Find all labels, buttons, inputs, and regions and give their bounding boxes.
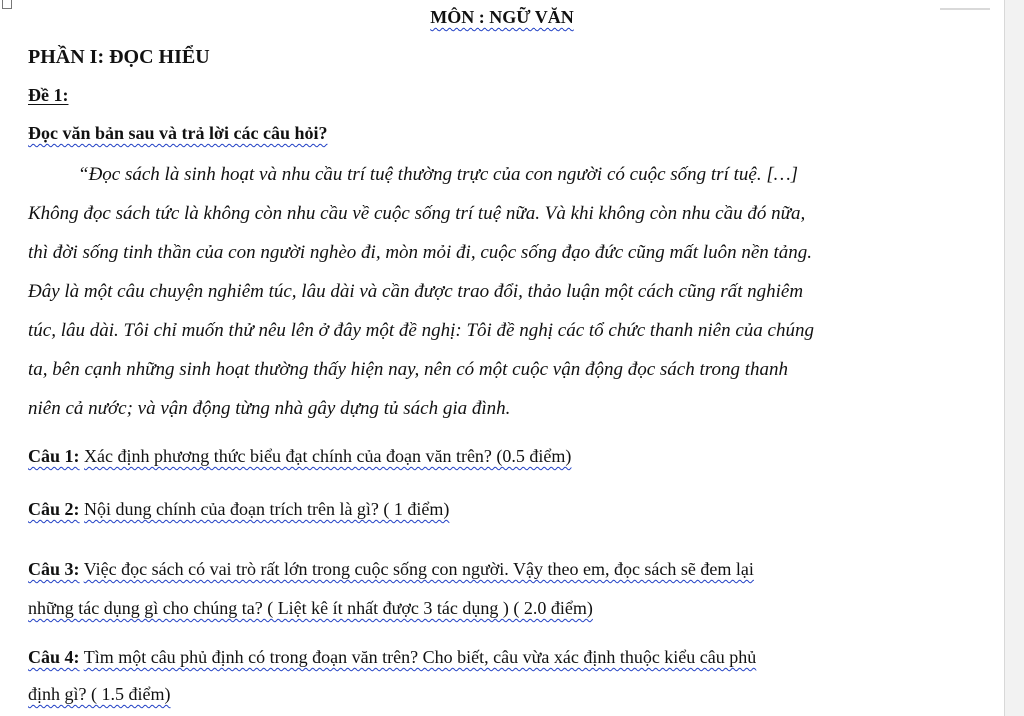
question-4-continuation <box>28 675 170 714</box>
part-title: PHẦN I: ĐỌC HIỂU <box>28 46 210 68</box>
passage-line: Đây là một câu chuyện nghiêm túc, lâu dài và cần được trao đổi, thảo luận một cách cũng rất nghiêm <box>28 281 804 302</box>
question-3-continuation <box>28 589 593 628</box>
passage-line: ta, bên cạnh những sinh hoạt thường thấy hiện nay, nên có một cuộc vận động đọc sách trong thanh <box>28 359 788 380</box>
question-text: Việc đọc sách có vai trò rất lớn trong cuộc sống con người. Vậy theo em, đọc sách sẽ đem lại <box>83 559 754 579</box>
question-2 <box>28 490 449 529</box>
question-text: Tìm một câu phủ định có trong đoạn văn trên? Cho biết, câu vừa xác định thuộc kiểu câu phủ <box>83 647 757 667</box>
question-3 <box>28 550 754 589</box>
window-edge <box>1004 0 1024 716</box>
question-label: Câu 4: <box>28 647 80 667</box>
subject-title-text: MÔN : NGỮ VĂN <box>430 7 574 27</box>
question-label: Câu 3: <box>28 559 80 579</box>
question-1 <box>28 437 571 476</box>
question-text: Xác định phương thức biểu đạt chính của đoạn văn trên? (0.5 điểm) <box>84 446 572 466</box>
passage-line: “Đọc sách là sinh hoạt và nhu cầu trí tuệ thường trực của con người có cuộc sống trí tuệ. […] <box>78 164 798 185</box>
question-text: Nội dung chính của đoạn trích trên là gì? ( 1 điểm) <box>84 499 450 519</box>
passage-line: Không đọc sách tức là không còn nhu cầu về cuộc sống trí tuệ nữa. Và khi không còn nhu cầu đó nữa, <box>28 203 806 224</box>
question-label: Câu 1: <box>28 446 80 466</box>
instruction-text: Đọc văn bản sau và trả lời các câu hỏi? <box>28 123 328 143</box>
question-4 <box>28 638 756 677</box>
question-text: những tác dụng gì cho chúng ta? ( Liệt kê ít nhất được 3 tác dụng ) ( 2.0 điểm) <box>28 598 593 618</box>
question-text: định gì? ( 1.5 điểm) <box>28 684 171 704</box>
passage-line: thì đời sống tinh thần của con người nghèo đi, mòn mỏi đi, cuộc sống đạo đức cũng mất luôn nền tảng. <box>28 242 813 263</box>
passage-line: niên cả nước; và vận động từng nhà gây dựng tủ sách gia đình. <box>28 398 511 419</box>
instruction <box>28 123 327 144</box>
reading-passage <box>28 155 944 428</box>
question-label: Câu 2: <box>28 499 80 519</box>
passage-line: túc, lâu dài. Tôi chỉ muốn thử nêu lên ở đây một đề nghị: Tôi đề nghị các tổ chức thanh niên của chúng <box>28 320 814 341</box>
subject-title <box>0 7 1004 28</box>
exam-label: Đề 1: <box>28 85 69 105</box>
